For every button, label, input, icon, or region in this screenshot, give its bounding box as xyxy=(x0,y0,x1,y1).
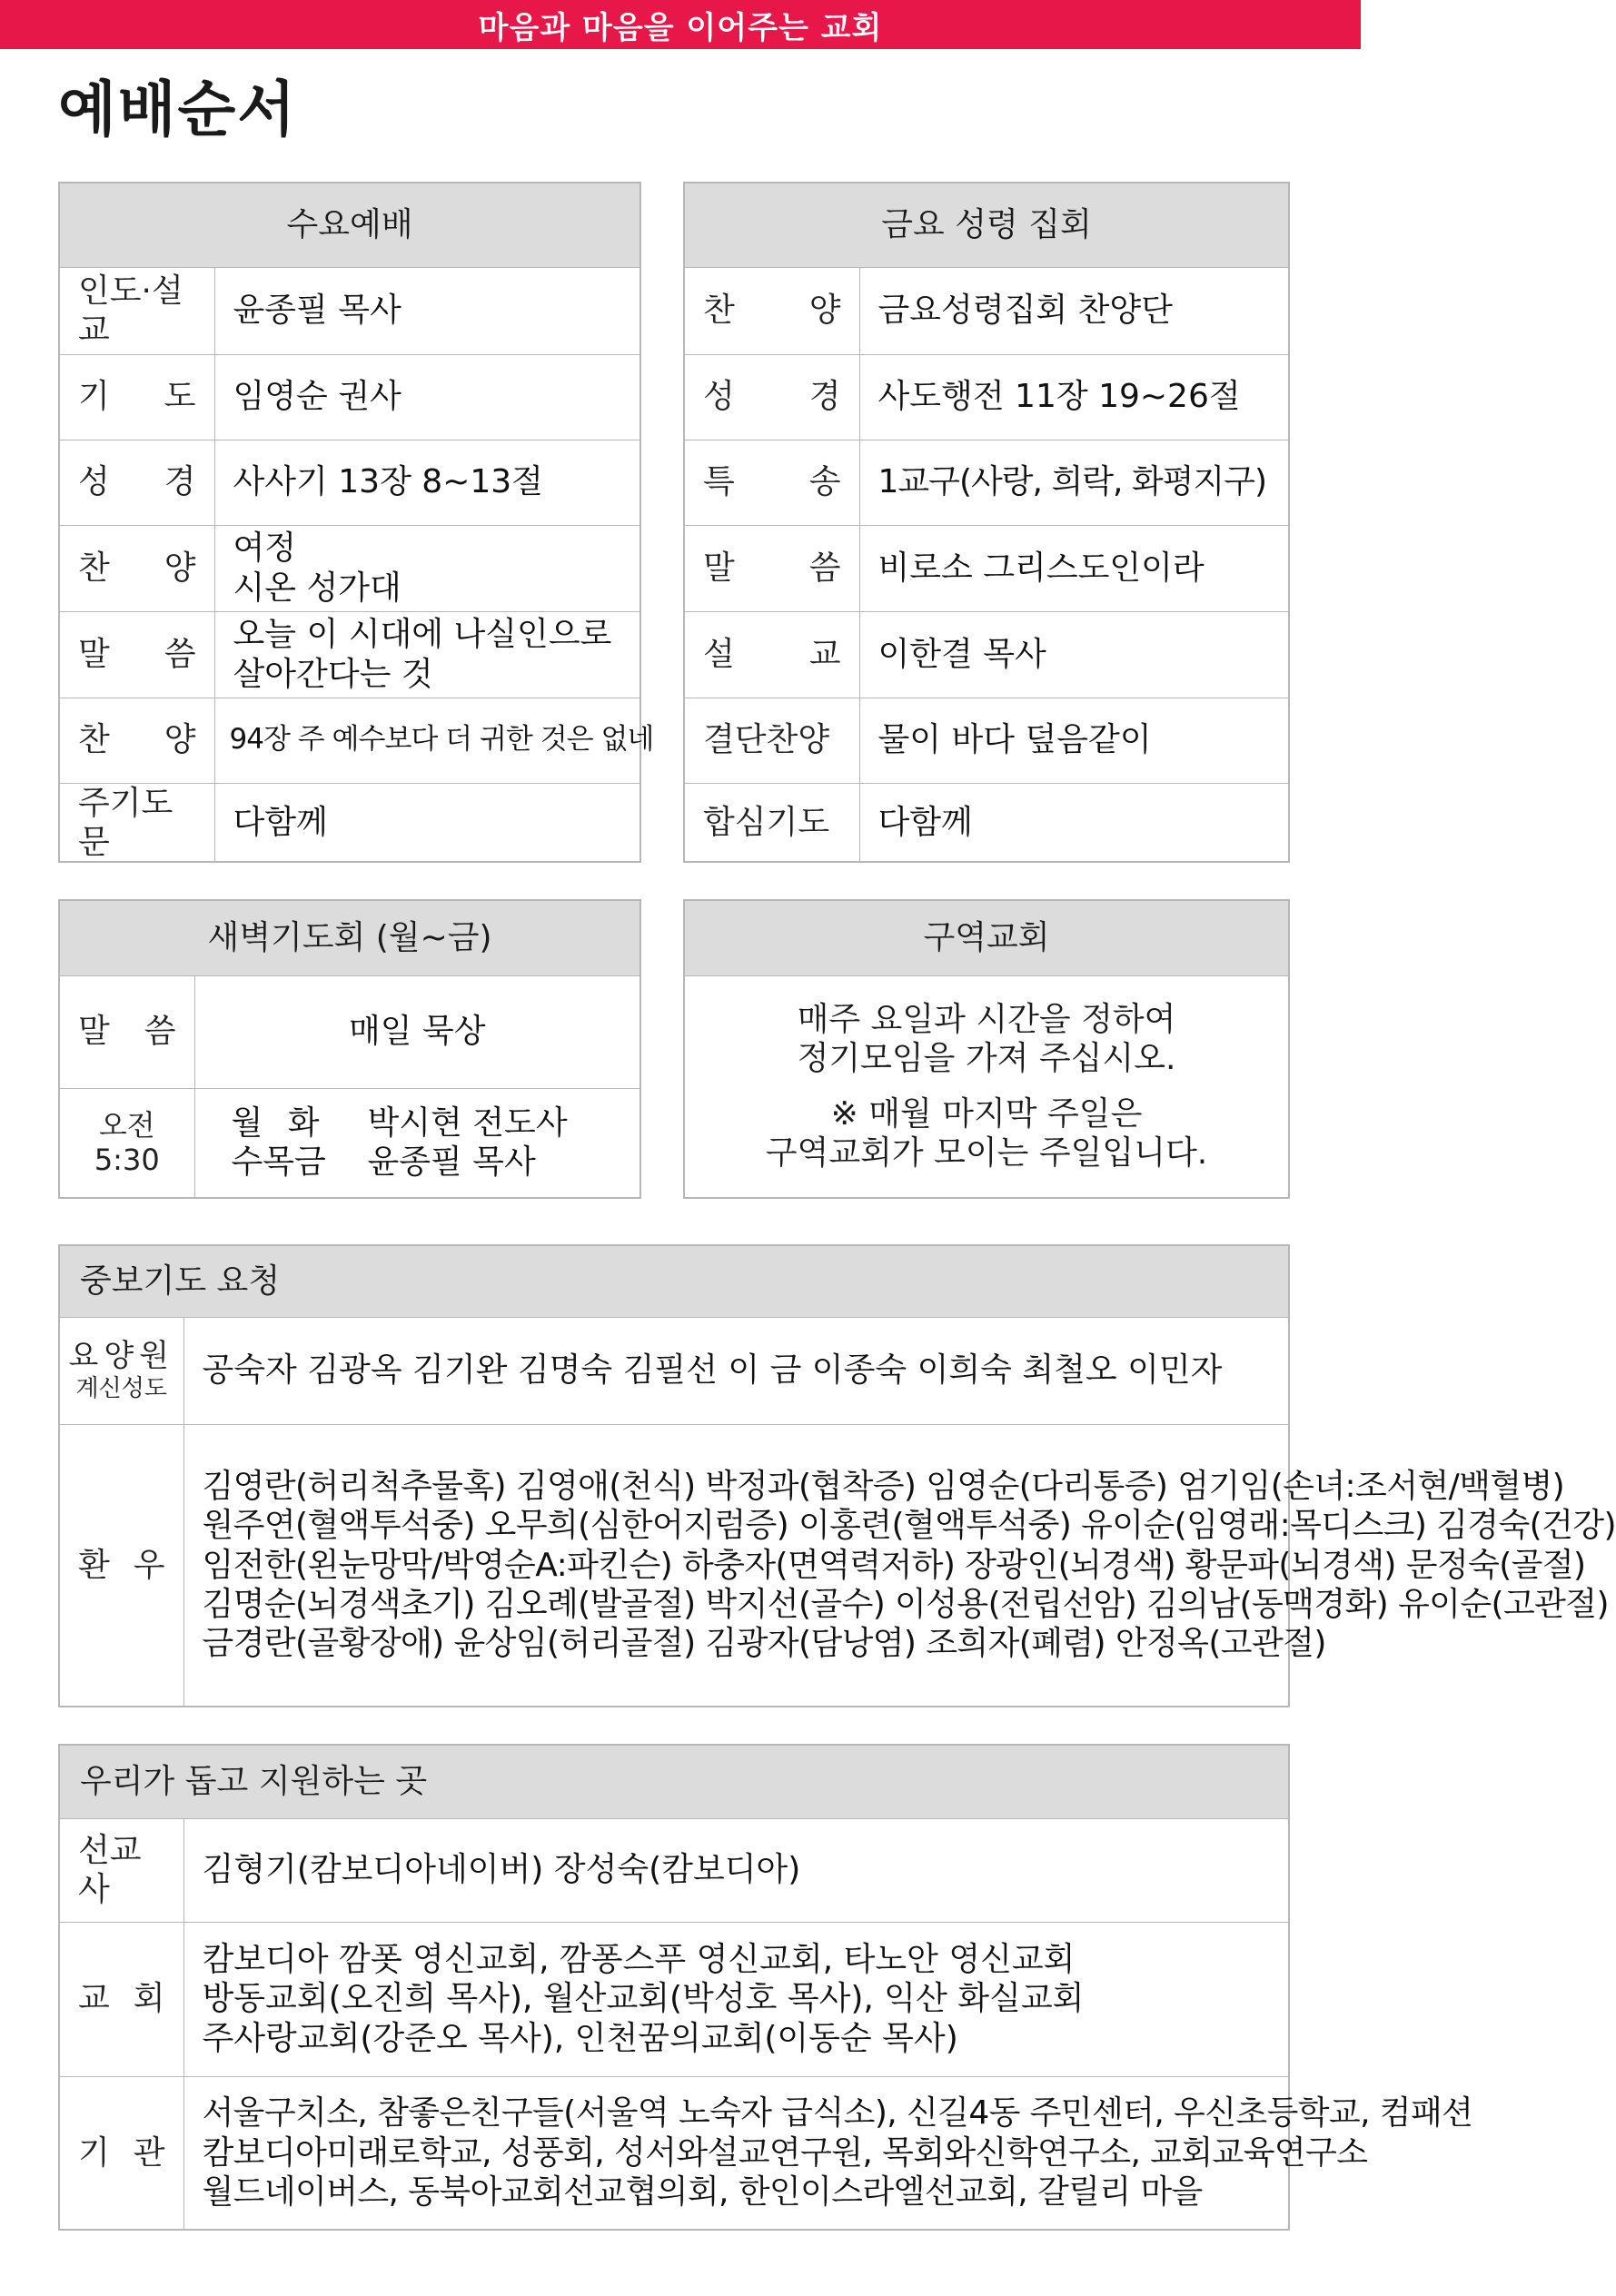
list-item: 원주연(혈액투석중) 오무희(심한어지럼증) 이홍련(혈액투석중) 유이순(임영래:목디스크) 김경숙(건강) xyxy=(202,1507,1616,1545)
schedule-line xyxy=(232,1103,622,1143)
table-row xyxy=(685,611,1288,698)
table-row xyxy=(60,525,639,611)
table-row xyxy=(685,267,1288,354)
table-row xyxy=(60,1922,1288,2076)
support-table xyxy=(58,1744,1473,2231)
row-label: 특 송 xyxy=(685,440,859,525)
row-label: 주기도문 xyxy=(60,783,214,862)
row-value: 다함께 xyxy=(859,783,1288,861)
table-row xyxy=(685,783,1288,861)
table-row xyxy=(685,525,1288,611)
list-item: 방동교회(오진희 목사), 월산교회(박성호 목사), 익산 화실교회 xyxy=(202,1980,1085,2018)
table-row xyxy=(60,1088,639,1197)
row-value: 윤종필 목사 xyxy=(214,267,639,354)
table-row xyxy=(60,1317,1288,1424)
list-item: 김형기(캄보디아네이버) 장성숙(캄보디아) xyxy=(202,1851,801,1889)
row-value: 비로소 그리스도인이라 xyxy=(859,525,1288,611)
row-label: 인도·설교 xyxy=(60,267,214,354)
schedule-person: 박시현 전도사 xyxy=(367,1104,568,1143)
row-value: 임영순 권사 xyxy=(214,354,639,440)
row-value-line: 살아간다는 것 xyxy=(233,655,433,693)
top-banner xyxy=(0,0,1361,49)
row-label: 찬 양 xyxy=(60,525,214,611)
dawn-title: 새벽기도회 (월~금) xyxy=(60,901,639,975)
wednesday-title: 수요예배 xyxy=(60,183,639,267)
row-value xyxy=(214,611,639,698)
row-label-stack xyxy=(64,1338,180,1403)
row-label: 말 씀 xyxy=(60,975,194,1088)
row-label: 교 회 xyxy=(60,1922,183,2076)
row-label: 기 관 xyxy=(60,2076,183,2229)
row-value-line: 오늘 이 시대에 나실인으로 xyxy=(233,616,612,654)
row-value: 이한결 목사 xyxy=(859,611,1288,698)
row-value xyxy=(183,1922,1288,2076)
row-value-line: 여정 xyxy=(233,529,297,568)
row-label: 성 경 xyxy=(685,354,859,440)
table-row xyxy=(60,783,639,862)
table-row xyxy=(60,267,639,354)
row-label: 선교사 xyxy=(60,1818,183,1922)
list-item: 금경란(골황장애) 윤상임(허리골절) 김광자(담낭염) 조희자(폐렴) 안정옥(고관절) xyxy=(202,1625,1326,1663)
schedule-days: 월 화 xyxy=(231,1104,327,1143)
row-value-line: 시온 성가대 xyxy=(233,569,402,607)
row-label: 찬 양 xyxy=(60,698,214,783)
row-value: 사도행전 11장 19~26절 xyxy=(859,354,1288,440)
row-value xyxy=(183,1424,1616,1706)
row-label: 말 씀 xyxy=(60,611,214,698)
row-label: 설 교 xyxy=(685,611,859,698)
table-row xyxy=(60,2076,1288,2229)
list-item: 월드네이버스, 동북아교회선교협의회, 한인이스라엘선교회, 갈릴리 마을 xyxy=(202,2172,1203,2211)
row-label: 기 도 xyxy=(60,354,214,440)
row-value: 사사기 13장 8~13절 xyxy=(214,440,639,525)
row-label: 결단찬양 xyxy=(685,698,859,783)
list-item: 주사랑교회(강준오 목사), 인천꿈의교회(이동순 목사) xyxy=(202,2019,958,2057)
banner-text: 마음과 마음을 이어주는 교회 xyxy=(478,9,883,46)
district-line: 구역교회가 모이는 주일입니다. xyxy=(765,1134,1208,1173)
row-value xyxy=(194,1088,639,1197)
row-label: 말 씀 xyxy=(685,525,859,611)
list-item: 캄보디아미래로학교, 성풍회, 성서와설교연구원, 목회와신학연구소, 교회교육연구소 xyxy=(202,2133,1368,2172)
table-row xyxy=(685,440,1288,525)
district-line: 매주 요일과 시간을 정하여 xyxy=(797,1000,1176,1038)
district-message xyxy=(685,975,1288,1197)
row-value: 물이 바다 덮음같이 xyxy=(859,698,1288,783)
page-title: 예배순서 xyxy=(58,74,298,144)
table-row xyxy=(60,975,639,1088)
list-item: 임전한(왼눈망막/박영순A:파킨슨) 하충자(면역력저하) 장광인(뇌경색) 황문파(뇌경색) 문정숙(골절) xyxy=(202,1546,1586,1584)
district-line: ※ 매월 마지막 주일은 xyxy=(830,1095,1143,1133)
schedule-line xyxy=(232,1143,622,1182)
table-row xyxy=(60,440,639,525)
row-label: 찬 양 xyxy=(685,267,859,354)
row-value: 94장 주 예수보다 더 귀한 것은 없네 xyxy=(214,698,639,783)
district-church-box xyxy=(683,899,1290,1199)
wednesday-service-table xyxy=(58,182,654,863)
dawn-prayer-table xyxy=(58,899,641,1199)
intercession-title: 중보기도 요청 xyxy=(60,1246,1288,1317)
row-value: 공숙자 김광옥 김기완 김명숙 김필선 이 금 이종숙 이희숙 최철오 이민자 xyxy=(183,1317,1288,1424)
district-line: 정기모임을 가져 주십시오. xyxy=(797,1040,1176,1078)
row-label-main: 요양원 xyxy=(68,1338,175,1374)
table-row xyxy=(60,1818,1288,1922)
list-item: 서울구치소, 참좋은친구들(서울역 노숙자 급식소), 신길4동 주민센터, 우신초등학교, 컴패션 xyxy=(202,2094,1473,2133)
table-row xyxy=(685,354,1288,440)
row-value xyxy=(214,525,639,611)
list-item: 캄보디아 깜폿 영신교회, 깜퐁스푸 영신교회, 타노안 영신교회 xyxy=(202,1941,1076,1979)
schedule-days: 수목금 xyxy=(231,1143,326,1182)
list-item: 김영란(허리척추물혹) 김영애(천식) 박정과(협착증) 임영순(다리통증) 엄기임(손녀:조서현/백혈병) xyxy=(202,1468,1565,1506)
friday-title: 금요 성령 집회 xyxy=(685,183,1288,267)
table-row xyxy=(60,1424,1288,1706)
table-row xyxy=(60,611,639,698)
row-label: 환 우 xyxy=(60,1424,183,1706)
row-value: 1교구(사랑, 희락, 화평지구) xyxy=(859,440,1288,525)
row-value: 다함께 xyxy=(214,783,639,862)
row-value: 매일 묵상 xyxy=(194,975,639,1088)
row-label-sub: 계신성도 xyxy=(75,1374,167,1402)
row-label xyxy=(60,1317,183,1424)
row-value xyxy=(183,1818,1288,1922)
friday-service-table xyxy=(683,182,1290,863)
support-title: 우리가 돕고 지원하는 곳 xyxy=(60,1746,1288,1818)
row-value: 금요성령집회 찬양단 xyxy=(859,267,1288,354)
row-label: 합심기도 xyxy=(685,783,859,861)
district-title: 구역교회 xyxy=(685,901,1288,975)
table-row xyxy=(685,698,1288,783)
intercession-table xyxy=(58,1244,1616,1707)
list-item: 김명순(뇌경색초기) 김오례(발골절) 박지선(골수) 이성용(전립선암) 김의남(동맥경화) 유이순(고관절) xyxy=(202,1585,1609,1623)
table-row xyxy=(60,698,639,783)
table-row xyxy=(60,354,639,440)
row-value xyxy=(183,2076,1473,2229)
row-label: 오전 5:30 xyxy=(60,1088,194,1197)
row-label: 성 경 xyxy=(60,440,214,525)
schedule-person: 윤종필 목사 xyxy=(367,1143,536,1182)
